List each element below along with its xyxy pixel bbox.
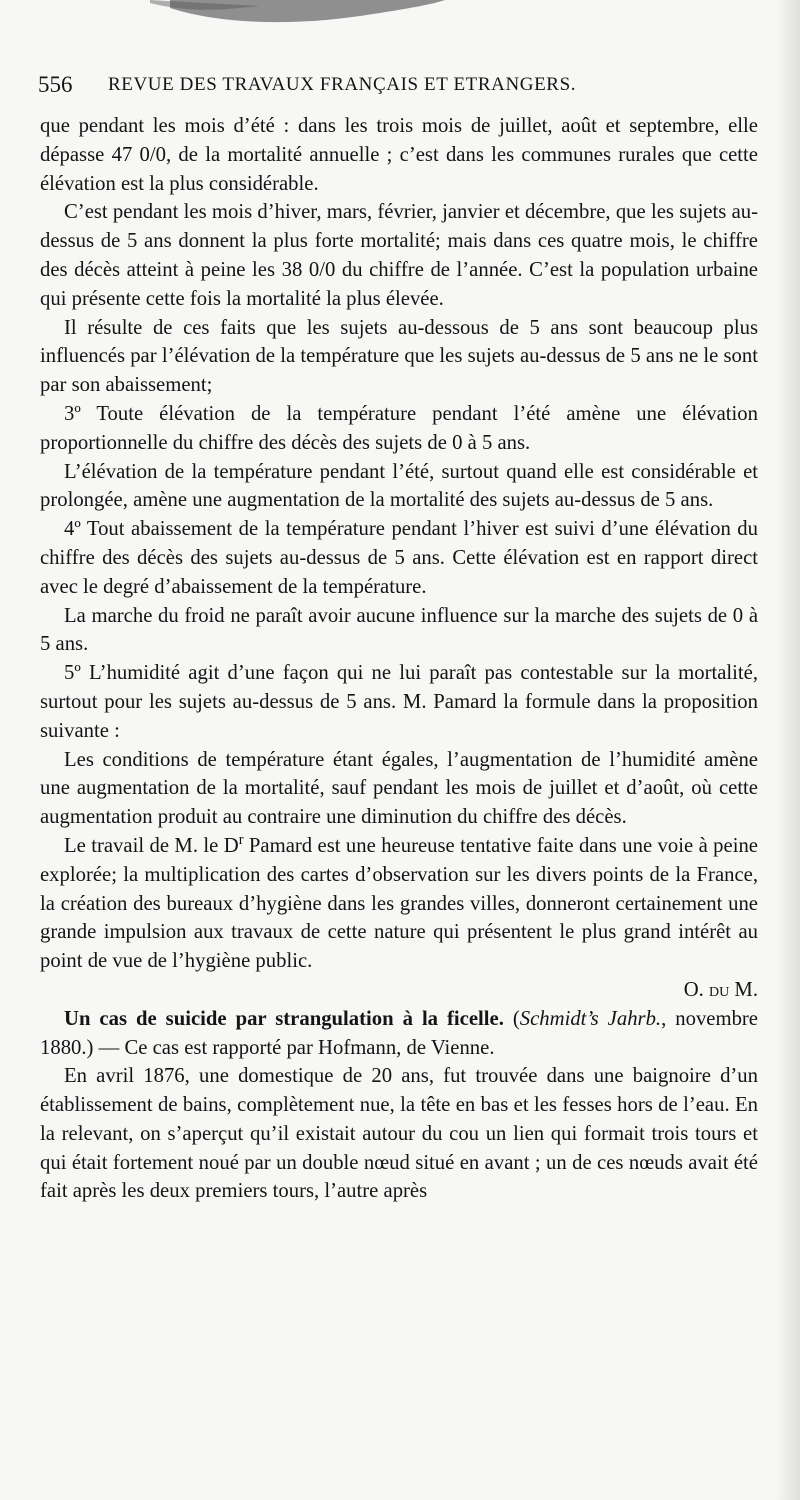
article-source-italic: Schmidt’s Jahrb. bbox=[519, 1007, 662, 1030]
top-ink-smudge bbox=[150, 0, 450, 30]
paragraph-summer-elevation: L’élévation de la température pendant l’été, surtout quand elle est considérable et prolongée, amène une augmentation de la mortalité des sujets au-dessus de 5 ans. bbox=[40, 460, 758, 512]
paragraph-conclusion: Il résulte de ces faits que les sujets au-dessous de 5 ans sont beaucoup plus influencés par l’élévation de la température que les sujets au-dessus de 5 ans ne le sont par son abaissement; bbox=[40, 316, 758, 397]
paragraph-point-3: 3º Toute élévation de la température pendant l’été amène une élévation proportionnelle du chiffre des décès des sujets de 0 à 5 ans. bbox=[40, 402, 758, 454]
body-text bbox=[40, 112, 758, 1206]
article-title: Un cas de suicide par strangulation à la ficelle. bbox=[64, 1007, 504, 1030]
signature-prefix: O. bbox=[683, 978, 710, 1001]
paragraph-pamard-work bbox=[40, 832, 758, 976]
paragraph-winter-mortality: C’est pendant les mois d’hiver, mars, février, janvier et décembre, que les sujets au-dessus de 5 ans donnent la plus forte mortalité; mais dans ces quatre mois, le chiffre des décès atteint à peine les 38 0/0 du chiffre de l’année. C’est la population urbaine qui présente cette fois la mortalité la plus élevée. bbox=[40, 201, 758, 310]
paragraph-humidity: Les conditions de température étant égales, l’augmentation de l’humidité amène une augmentation de la mortalité, sauf pendant les mois de juillet et d’août, où cette augmentation produit au contraire une diminution du chiffre des décès. bbox=[40, 748, 758, 829]
paragraph-cold: La marche du froid ne paraît avoir aucune influence sur la marche des sujets de 0 à 5 ans. bbox=[40, 604, 758, 656]
article-source-open: ( bbox=[512, 1007, 520, 1030]
pamard-text-after: Pamard est une heureuse tentative faite dans une voie à peine explorée; la multiplication des cartes d’observation sur les divers points de la France, la création des bureaux d’hygiène dans les grandes villes, donneront certainement une grande impulsion aux travaux de cette nature qui présentent le plus grand intérêt au point de vue de l’hygiène public. bbox=[40, 834, 758, 973]
running-head: REVUE DES TRAVAUX FRANÇAIS ET ETRANGERS. bbox=[108, 74, 577, 95]
author-signature bbox=[40, 976, 758, 1005]
paragraph-point-5: 5º L’humidité agit d’une façon qui ne lui paraît pas contestable sur la mortalité, surtout pour les sujets au-dessus de 5 ans. M. Pamard la formule dans la proposition suivante : bbox=[40, 662, 758, 742]
paragraph-continuation: que pendant les mois d’été : dans les trois mois de juillet, août et septembre, elle dépasse 47 0/0, de la mortalité annuelle ; c’est dans les communes rurales que cette élévation est la plus considérable. bbox=[40, 115, 758, 195]
article-body-paragraph: En avril 1876, une domestique de 20 ans, fut trouvée dans une baignoire d’un établissement de bains, complètement nue, la tête en bas et les fesses hors de l’eau. En la relevant, on s’aperçut qu’il existait autour du cou un lien qui formait trois tours et qui était fortement noué par un double nœud situé en avant ; un de ces nœuds avait été fait après les deux premiers tours, l’autre après bbox=[40, 1065, 758, 1203]
pamard-superscript: r bbox=[238, 832, 244, 849]
signature-suffix: M. bbox=[729, 978, 758, 1001]
page-edge-shadow bbox=[776, 0, 800, 1500]
article-source-rest: , novembre 1880. bbox=[40, 1007, 758, 1059]
article-lead: — Ce cas est rapporté par Hofmann, de Vienne. bbox=[93, 1036, 495, 1059]
signature-smallcaps: du bbox=[709, 978, 730, 1001]
page-number: 556 bbox=[38, 72, 73, 97]
article-heading-paragraph bbox=[40, 1005, 758, 1063]
pamard-text-before: Le travail de M. le D bbox=[64, 834, 239, 857]
page-header bbox=[38, 72, 758, 106]
article-source-close: ) bbox=[86, 1036, 94, 1059]
paragraph-point-4: 4º Tout abaissement de la température pendant l’hiver est suivi d’une élévation du chiffre des décès des sujets au-dessus de 5 ans. Cette élévation est en rapport direct avec le degré d’abaissement de la température. bbox=[40, 518, 758, 598]
